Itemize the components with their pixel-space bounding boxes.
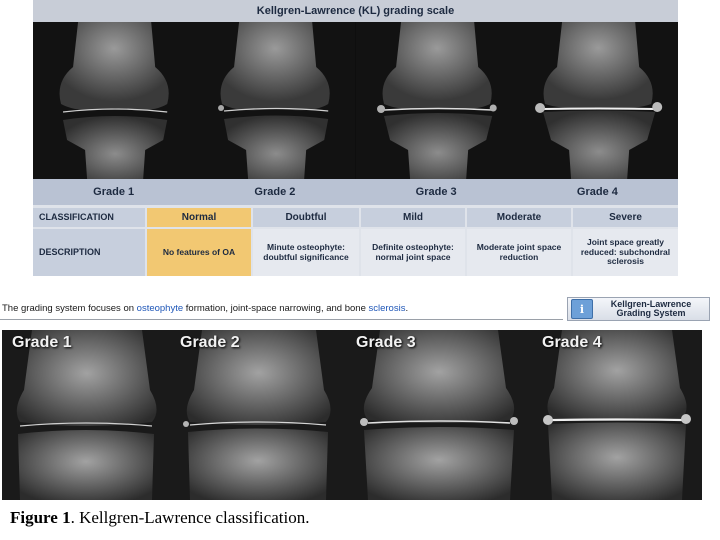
note-text: The grading system focuses on xyxy=(2,303,137,314)
radiograph-label: Grade 4 xyxy=(542,334,602,351)
grade-label: Grade 4 xyxy=(576,186,618,198)
radiograph-grade-4 xyxy=(532,330,702,500)
kl-button-label xyxy=(593,300,709,319)
knee-xray-grade-1 xyxy=(33,22,194,179)
note-text: formation, joint-space narrowing, and bone xyxy=(183,303,369,314)
grade-label: Grade 1 xyxy=(93,186,135,198)
grade-label: Grade 3 xyxy=(415,186,457,198)
note-text: . xyxy=(405,303,409,314)
grading-note xyxy=(2,303,408,314)
infographic-title: Kellgren-Lawrence (KL) grading scale xyxy=(33,0,678,22)
kl-infographic xyxy=(33,0,678,276)
knee-xray-strip xyxy=(33,22,678,179)
classification-header: CLASSIFICATION xyxy=(33,208,145,227)
description-severe: Joint space greatly reduced: subchondral sclerosis xyxy=(573,229,678,276)
grade-label-row xyxy=(33,179,678,205)
description-moderate: Moderate joint space reduction xyxy=(467,229,571,276)
radiograph-grade-1 xyxy=(2,330,170,500)
radiograph-grade-2 xyxy=(170,330,346,500)
grade-label: Grade 2 xyxy=(254,186,296,198)
kl-grading-system-button[interactable] xyxy=(567,297,710,321)
class-doubtful: Doubtful xyxy=(253,208,359,227)
sclerosis-link[interactable]: sclerosis xyxy=(368,303,406,314)
description-normal: No features of OA xyxy=(147,229,251,276)
figure-number: Figure 1 xyxy=(10,508,71,527)
info-icon: i xyxy=(571,299,593,319)
knee-xray-grade-4 xyxy=(517,22,678,179)
classification-table xyxy=(33,208,678,276)
knee-xray-grade-3 xyxy=(356,22,517,179)
class-severe: Severe xyxy=(573,208,678,227)
description-mild: Definite osteophyte: normal joint space xyxy=(361,229,465,276)
classification-row xyxy=(33,208,678,227)
class-mild: Mild xyxy=(361,208,465,227)
description-doubtful: Minute osteophyte: doubtful significance xyxy=(253,229,359,276)
radiograph-label: Grade 2 xyxy=(180,334,240,351)
description-header: DESCRIPTION xyxy=(33,229,145,276)
kl-button-line2: Grading System xyxy=(616,308,686,318)
kl-button-line1: Kellgren-Lawrence xyxy=(610,298,692,309)
radiograph-grade-3 xyxy=(346,330,532,500)
radiograph-label: Grade 1 xyxy=(12,334,72,351)
description-row xyxy=(33,229,678,276)
caption-text: . Kellgren-Lawrence classification. xyxy=(70,508,310,527)
figure-caption xyxy=(10,508,309,528)
radiograph-panel xyxy=(2,330,702,500)
radiograph-label: Grade 3 xyxy=(356,334,416,351)
osteophyte-link[interactable]: osteophyte xyxy=(136,303,184,314)
class-normal: Normal xyxy=(147,208,251,227)
knee-xray-grade-2 xyxy=(194,22,355,179)
divider xyxy=(0,319,563,320)
class-moderate: Moderate xyxy=(467,208,571,227)
